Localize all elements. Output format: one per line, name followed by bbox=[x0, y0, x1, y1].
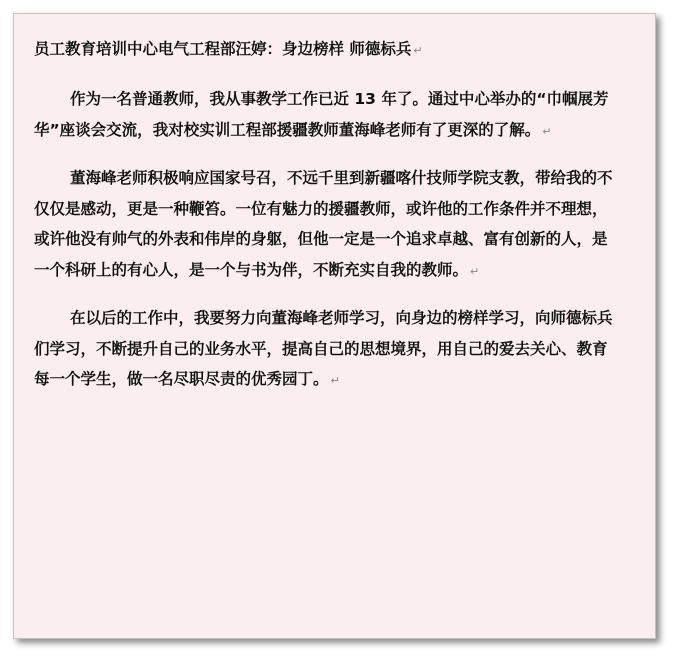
paragraph: 董海峰老师积极响应国家号召，不远千里到新疆喀什技师学院支教，带给我的不仅仅是感动，更是一种鞭笞。一位有魅力的援疆教师，或许他的工作条件并不理想，或许他没有帅气的外表和伟岸的身躯，但他一定是一个追求卓越、富有创新的人，是一个科研上的有心人，是一个与书为伴，不断充实自我的教师。 ↵ bbox=[34, 169, 613, 279]
paragraph-mark-icon: ↵ bbox=[470, 264, 480, 278]
paragraph-mark-icon: ↵ bbox=[413, 44, 423, 57]
paragraph-mark-icon: ↵ bbox=[330, 374, 340, 387]
paragraph: 在以后的工作中，我要努力向董海峰老师学习，向身边的榜样学习，向师德标兵们学习，不断提升自己的业务水平，提高自己的思想境界，用自己的爱去关心、教育每一个学生，做一名尽职尽责的优秀园丁。 ↵ bbox=[34, 309, 613, 388]
document-title: 员工教育培训中心电气工程部汪婷：身边榜样 师德标兵 ↵ bbox=[34, 40, 423, 58]
document-body bbox=[34, 38, 614, 413]
paragraph-mark-icon: ↵ bbox=[542, 124, 552, 138]
paragraph: 作为一名普通教师，我从事教学工作已近 13 年了。通过中心举办的“巾帼展芳华”座谈会交流，我对校实训工程部援疆教师董海峰老师有了更深的了解。 ↵ bbox=[34, 90, 609, 139]
